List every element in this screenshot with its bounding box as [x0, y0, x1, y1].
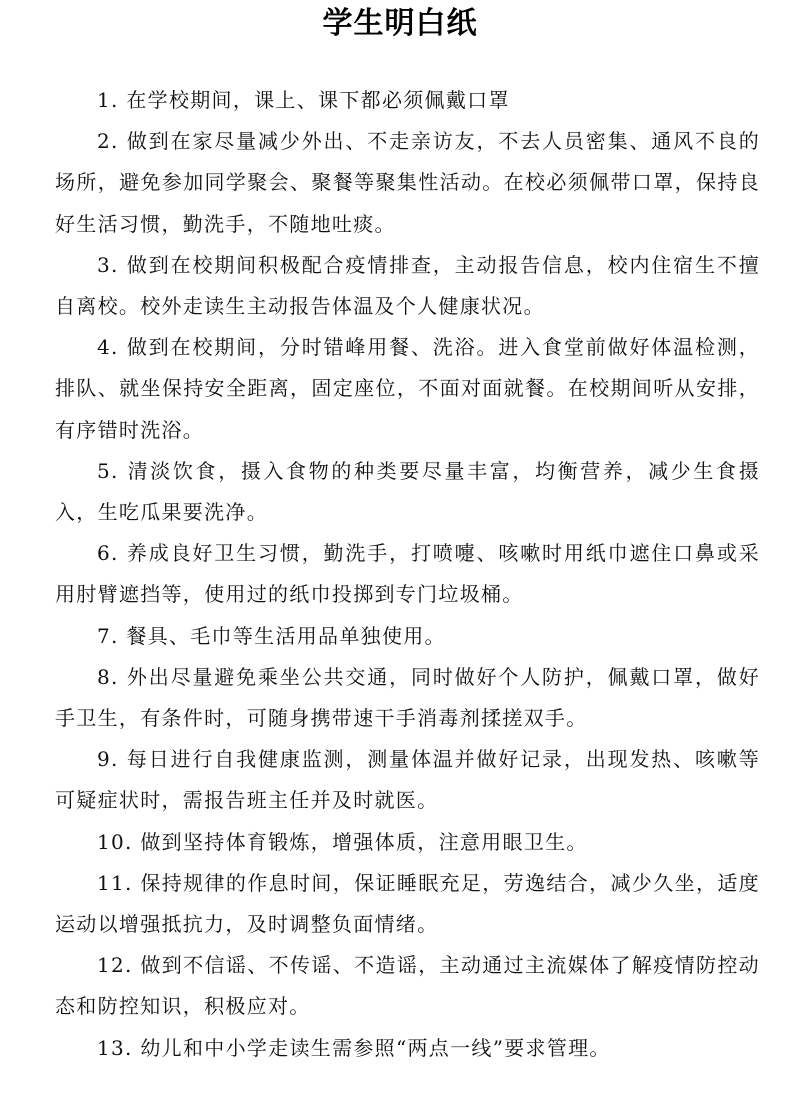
list-item-12: 12. 做到不信谣、不传谣、不造谣，主动通过主流媒体了解疫情防控动态和防控知识，积极应对。	[55, 953, 760, 1019]
list-item-4: 4. 做到在校期间，分时错峰用餐、洗浴。进入食堂前做好体温检测，排队、就坐保持安全距离，固定座位，不面对面就餐。在校期间听从安排，有序错时洗浴。	[55, 335, 760, 442]
document-title: 学生明白纸	[322, 6, 478, 41]
list-item-8: 8. 外出尽量避免乘坐公共交通，同时做好个人防护，佩戴口罩，做好手卫生，有条件时，可随身携带速干手消毒剂揉搓双手。	[55, 664, 760, 731]
list-item-3: 3. 做到在校期间积极配合疫情排查，主动报告信息，校内住宿生不擅自离校。校外走读生主动报告体温及个人健康状况。	[55, 252, 760, 319]
list-item-6: 6. 养成良好卫生习惯，勤洗手，打喷嚏、咳嗽时用纸巾遮住口鼻或采用肘臂遮挡等，使用过的纸巾投掷到专门垃圾桶。	[55, 541, 760, 607]
list-item-5: 5. 清淡饮食，摄入食物的种类要尽量丰富，均衡营养，减少生食摄入，生吃瓜果要洗净。	[55, 458, 760, 525]
list-item-1: 1. 在学校期间，课上、课下都必须佩戴口罩	[97, 88, 510, 112]
list-item-13: 13. 幼儿和中小学走读生需参照“两点一线”要求管理。	[97, 1035, 611, 1060]
list-item-2: 2. 做到在家尽量减少外出、不走亲访友，不去人员密集、通风不良的场所，避免参加同学聚会、聚餐等聚集性活动。在校必须佩带口罩，保持良好生活习惯，勤洗手，不随地吐痰。	[55, 129, 760, 236]
list-item-10: 10. 做到坚持体育锻炼，增强体质，注意用眼卫生。	[97, 829, 588, 854]
list-item-7: 7. 餐具、毛巾等生活用品单独使用。	[97, 623, 446, 648]
list-item-9: 9. 每日进行自我健康监测，测量体温并做好记录，出现发热、咳嗽等可疑症状时，需报告班主任并及时就医。	[55, 747, 760, 813]
document-body	[55, 80, 760, 1069]
list-item-11: 11. 保持规律的作息时间，保证睡眠充足，劳逸结合，减少久坐，适度运动以增强抵抗力，及时调整负面情绪。	[55, 870, 760, 937]
